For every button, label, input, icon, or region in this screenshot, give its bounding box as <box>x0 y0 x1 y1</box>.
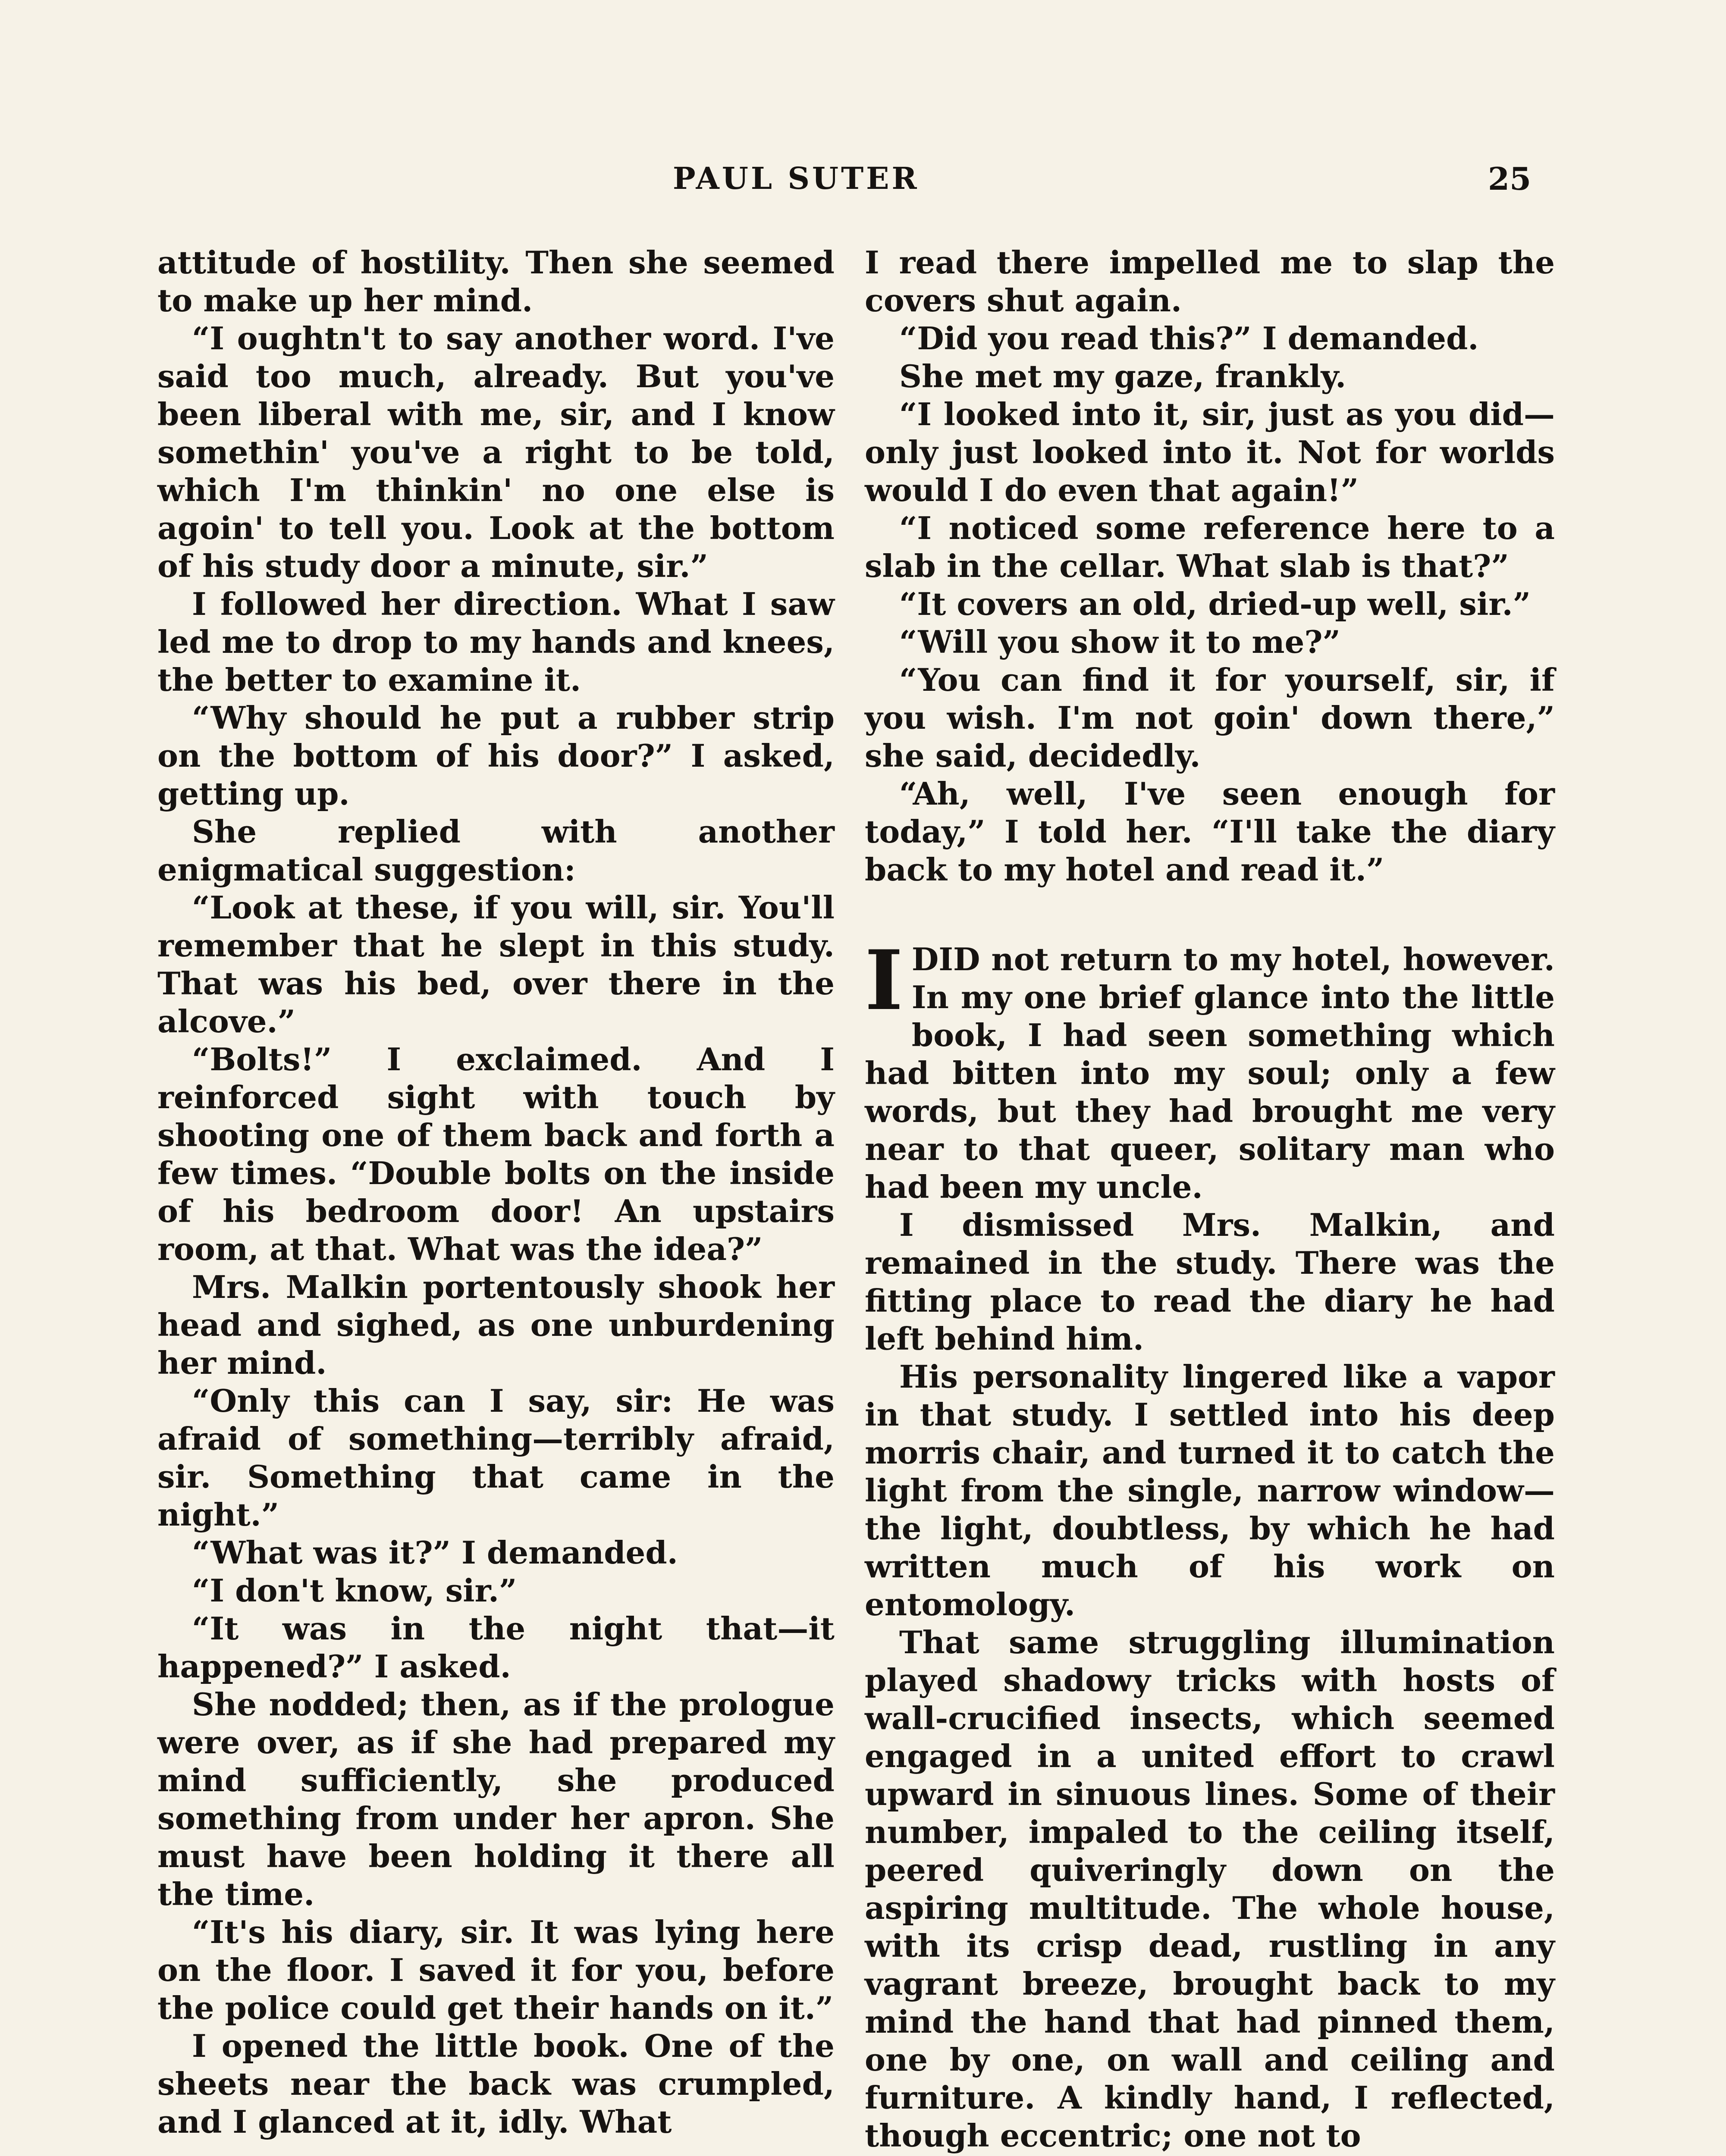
paragraph: She replied with another enigmatical suggestion: <box>157 813 835 888</box>
paragraph: She nodded; then, as if the prologue were over, as if she had prepared my mind sufficiently, she produced something from under her apron. She must have been holding it there all the time. <box>157 1686 835 1912</box>
paragraph: “I oughtn't to say another word. I've said too much, already. But you've been liberal with me, sir, and I know somethin' you've a right to be told, which I'm thinkin' no one else is agoin' to tell you. Look at the bottom of his study door a minute, sir.” <box>157 320 835 584</box>
paragraph: “It was in the night that—it happened?” I asked. <box>157 1610 835 1685</box>
paragraph: “Did you read this?” I demanded. <box>899 320 1479 357</box>
paragraph: That same struggling illumination played shadowy tricks with hosts of wall-crucified insects, which seemed engaged in a united effort to crawl upward in sinuous lines. Some of their number, impaled to the ceiling itself, peered quiveringly down on the aspiring multitude. The whole house, with its crisp dead, rustling in any vagrant breeze, brought back to my mind the hand that had pinned them, one by one, on wall and ceiling and furniture. A kindly hand, I reflected, though eccentric; one not to <box>865 1624 1555 2154</box>
paragraph: “Will you show it to me?” <box>899 624 1340 660</box>
section-opening-text: DID not return to my hotel, however. In my one brief glance into the little book, I had seen something which had bitten into my soul; only a few words, but they had brought me very near to that queer, solitary man who had been my uncle. <box>865 941 1555 1205</box>
paragraph: Mrs. Malkin portentously shook her head and sighed, as one unburdening her mind. <box>157 1269 835 1381</box>
paragraph: “It's his diary, sir. It was lying here on the floor. I saved it for you, before the police could get their hands on it.” <box>157 1914 835 2026</box>
paragraph: “You can find it for yourself, sir, if you wish. I'm not goin' down there,” she said, decidedly. <box>865 661 1555 774</box>
paragraph: “I looked into it, sir, just as you did—only just looked into it. Not for worlds would I do even that again!” <box>865 396 1555 508</box>
paragraph: “Ah, well, I've seen enough for today,” I told her. “I'll take the diary back to my hotel and read it.” <box>865 775 1555 888</box>
paragraph: “Look at these, if you will, sir. You'll remember that he slept in this study. That was his bed, over there in the alcove.” <box>157 889 835 1040</box>
paragraph: I opened the little book. One of the sheets near the back was crumpled, and I glanced at it, idly. What <box>157 2028 835 2140</box>
page-header <box>0 160 1726 204</box>
paragraph: I read there impelled me to slap the covers shut again. <box>865 244 1555 319</box>
section-opening-paragraph <box>865 932 1555 1206</box>
running-title: PAUL SUTER <box>673 160 919 196</box>
drop-cap: I <box>865 932 903 1028</box>
paragraph: “Only this can I say, sir: He was afraid of something—terribly afraid, sir. Something that came in the night.” <box>157 1382 835 1533</box>
paragraph: “I don't know, sir.” <box>192 1572 517 1609</box>
paragraph: “I noticed some reference here to a slab in the cellar. What slab is that?” <box>865 510 1555 584</box>
right-column <box>865 244 1555 2155</box>
paragraph: His personality lingered like a vapor in that study. I settled into his deep morris chair, and turned it to catch the light from the single, narrow window—the light, doubtless, by which he had written much of his work on entomology. <box>865 1358 1555 1623</box>
paragraph: I dismissed Mrs. Malkin, and remained in the study. There was the fitting place to read the diary he had left behind him. <box>865 1206 1555 1357</box>
page-number: 25 <box>1488 160 1531 197</box>
left-column <box>157 244 835 2141</box>
paragraph: “Bolts!” I exclaimed. And I reinforced sight with touch by shooting one of them back and forth a few times. “Double bolts on the inside of his bedroom door! An upstairs room, at that. What was the idea?” <box>157 1041 835 1267</box>
paragraph: attitude of hostility. Then she seemed to make up her mind. <box>157 244 835 319</box>
paragraph: “It covers an old, dried-up well, sir.” <box>899 586 1531 622</box>
paragraph: I followed her direction. What I saw led me to drop to my hands and knees, the better to examine it. <box>157 586 835 698</box>
paragraph: She met my gaze, frankly. <box>899 358 1346 395</box>
paragraph: “What was it?” I demanded. <box>192 1534 678 1571</box>
paragraph: “Why should he put a rubber strip on the bottom of his door?” I asked, getting up. <box>157 699 835 812</box>
